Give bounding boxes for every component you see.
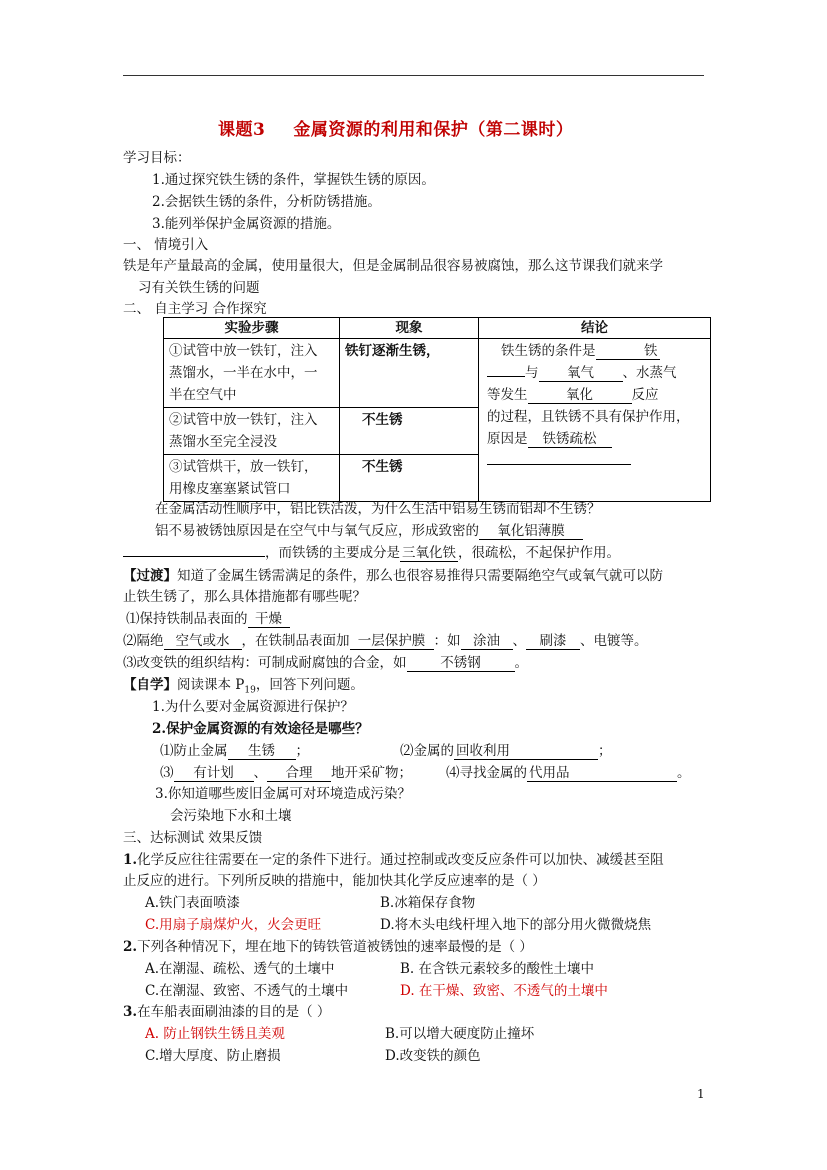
measure-2: ⑵隔绝 空气或水 ，在铁制品表面加 一层保护膜 ：如 涂油 、 刷漆 、电镀等。 bbox=[123, 633, 648, 649]
result-cell: 不生锈 bbox=[340, 408, 479, 455]
way-3: ⑶ 有计划 、 合理 地开采矿物； bbox=[160, 765, 412, 781]
goal-item: 3.能列举保护金属资源的措施。 bbox=[152, 216, 341, 232]
goal-item: 2.会据铁生锈的条件，分析防锈措施。 bbox=[152, 194, 381, 210]
experiment-table bbox=[163, 317, 711, 502]
measure-1: ⑴保持铁制品表面的 干燥 bbox=[126, 607, 290, 628]
transition-text: 【过渡】知道了金属生锈需满足的条件，那么也很容易推得只需要隔绝空气或氧气就可以防 bbox=[123, 568, 663, 584]
al-question: 在金属活动性顺序中，铝比铁活泼，为什么生活中铝易生锈而铝却不生锈？ bbox=[155, 501, 601, 517]
table-row bbox=[164, 339, 711, 408]
goals-heading: 学习目标： bbox=[123, 150, 191, 166]
header-rule bbox=[123, 75, 704, 76]
conclusion-cell: 铁生锈的条件是 铁 与 氧气 、水蒸气 等发生 氧化 反应 的过程，且铁锈不具有保护作用， 原因是 铁锈疏松 bbox=[479, 339, 711, 502]
quiz-option: D.改变铁的颜色 bbox=[385, 1048, 481, 1064]
way-4: ⑷寻找金属的 代用品 。 bbox=[446, 765, 691, 781]
quiz-option-correct: A. 防止钢铁生锈且美观 bbox=[145, 1026, 285, 1042]
table-header: 实验步骤 bbox=[164, 318, 340, 339]
page-title: 课题3 金属资源的利用和保护（第二课时） bbox=[218, 120, 574, 140]
quiz-option: B.冰箱保存食物 bbox=[380, 895, 476, 911]
section3-heading: 三、达标测试 效果反馈 bbox=[123, 830, 263, 846]
quiz-option-correct: D. 在干燥、致密、不透气的土壤中 bbox=[400, 983, 608, 999]
al-answer: 铝不易被锈蚀原因是在空气中与氧气反应，形成致密的 氧化铝薄膜 bbox=[155, 519, 583, 540]
quiz-option: C.在潮湿、致密、不透气的土壤中 bbox=[145, 983, 349, 999]
section1-text: 习有关铁生锈的问题 bbox=[138, 280, 260, 296]
goal-item: 1.通过探究铁生锈的条件，掌握铁生锈的原因。 bbox=[152, 172, 435, 188]
way-2: ⑵金属的 回收利用 ； bbox=[400, 743, 612, 759]
quiz-option: B.可以增大硬度防止撞坏 bbox=[385, 1026, 535, 1042]
quiz-option: A.铁门表面喷漆 bbox=[145, 895, 241, 911]
selfstudy-text: 【自学】阅读课本 $P_{19}$，回答下列问题。 bbox=[123, 677, 364, 696]
section1-text: 铁是年产量最高的金属，使用量很大，但是金属制品很容易被腐蚀，那么这节课我们就来学 bbox=[123, 258, 663, 274]
step-cell: ②试管中放一铁钉，注入 蒸馏水至完全浸没 bbox=[164, 408, 340, 455]
quiz-q1: 1.化学反应往往需要在一定的条件下进行。通过控制或改变反应条件可以加快、减缓甚至阻 bbox=[123, 852, 664, 868]
al-answer-cont: ，而铁锈的主要成分是 三氧化铁 ，很疏松，不起保护作用。 bbox=[123, 541, 620, 562]
quiz-option: A.在潮湿、疏松、透气的土壤中 bbox=[145, 961, 335, 977]
quiz-option: D.将木头电线杆埋入地下的部分用火微微烧焦 bbox=[380, 917, 652, 933]
page-number: 1 bbox=[697, 1087, 705, 1101]
quiz-q2: 2.下列各种情况下，埋在地下的铸铁管道被锈蚀的速率最慢的是（ ） bbox=[123, 939, 533, 955]
quiz-q1-cont: 止反应的进行。下列所反映的措施中，能加快其化学反应速率的是（ ） bbox=[123, 873, 546, 889]
way-1: ⑴防止金属 生锈 ； bbox=[160, 743, 309, 759]
quiz-option: C.增大厚度、防止磨损 bbox=[145, 1048, 281, 1064]
selfstudy-q2: 2.保护金属资源的有效途径是哪些？ bbox=[152, 721, 369, 737]
table-header: 结论 bbox=[479, 318, 711, 339]
measure-3: ⑶改变铁的组织结构：可制成耐腐蚀的合金，如 不锈钢 。 bbox=[123, 655, 528, 671]
transition-text: 止铁生锈了，那么具体措施都有哪些呢？ bbox=[123, 589, 366, 605]
step-cell: ①试管中放一铁钉，注入 蒸馏水，一半在水中，一 半在空气中 bbox=[164, 339, 340, 408]
table-header: 现象 bbox=[340, 318, 479, 339]
selfstudy-q1: 1.为什么要对金属资源进行保护？ bbox=[152, 699, 354, 715]
quiz-q3: 3.在车船表面刷油漆的目的是（ ） bbox=[123, 1004, 331, 1020]
quiz-option-correct: C.用扇子扇煤炉火，火会更旺 bbox=[145, 917, 322, 933]
result-cell: 铁钉逐渐生锈， bbox=[340, 339, 479, 408]
quiz-option: B. 在含铁元素较多的酸性土壤中 bbox=[400, 961, 595, 977]
section2-heading: 二、 自主学习 合作探究 bbox=[123, 301, 267, 317]
result-cell: 不生锈 bbox=[340, 455, 479, 502]
section1-heading: 一、 情境引入 bbox=[123, 237, 209, 253]
selfstudy-q3: 3.你知道哪些废旧金属可对环境造成污染？ bbox=[155, 786, 411, 802]
step-cell: ③试管烘干，放一铁钉， 用橡皮塞塞紧试管口 bbox=[164, 455, 340, 502]
selfstudy-a3: 会污染地下水和土壤 bbox=[170, 808, 292, 824]
